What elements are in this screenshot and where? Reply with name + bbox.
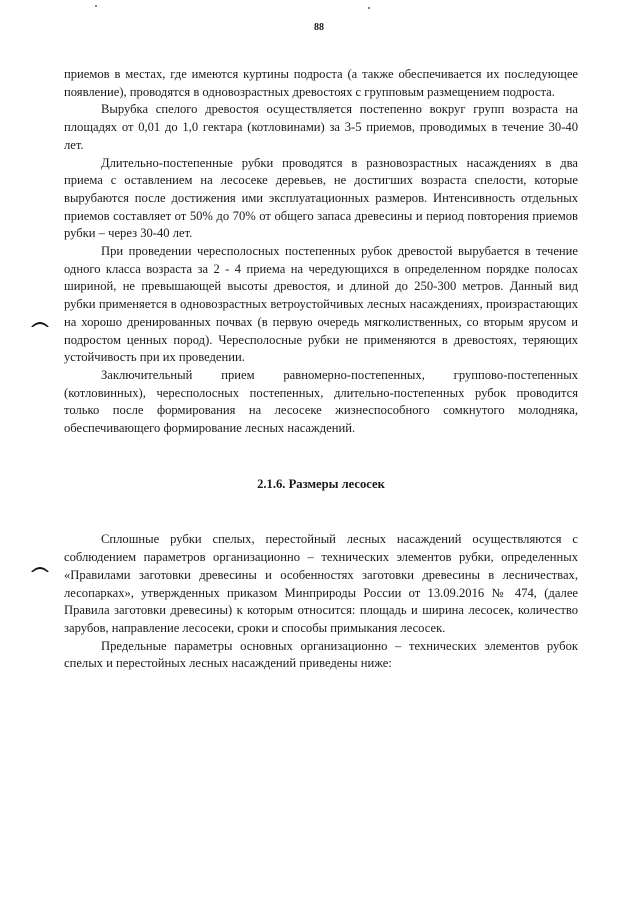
paragraph: Предельные параметры основных организационно – технических элементов рубок спелых и перестойных лесных насаждений приведены ниже: (64, 638, 578, 671)
paragraph: Вырубка спелого древостоя осуществляется постепенно вокруг групп возраста на площадях от 0,01 до 1,0 гектара (котловинами) за 3-5 приемов, проводимых в течение 30-40 лет. (64, 102, 578, 152)
paragraph: При проведении чересполосных постепенных рубок древостой вырубается в течение одного класса возраста за 2 - 4 приема на чередующихся в определенном порядке полосах шириной, не превышающей высоты древостоя, и длиной до 250-300 метров. Данный вид рубки применяется в одновозрастных ветроустойчивых лесных насаждениях, произрастающих на хорошо дренированных почвах (в первую очередь мягколиственных, со вторым ярусом и подростом ценных пород). Чересполосные рубки не применяются в древостоях, теряющих устойчивость при их проведении. (64, 244, 578, 365)
paragraph: Длительно-постепенные рубки проводятся в разновозрастных насаждениях в два приема с оставлением на лесосеке деревьев, не достигших возраста спелости, которые вырубаются после достижения ими эксплуатационных размеров. Интенсивность отдельных приемов составляет от 50% до 70% от общего запаса древесины и период повторения приемов рубки – через 30-40 лет. (64, 155, 578, 241)
scan-speck (95, 5, 97, 7)
page-number: 88 (314, 22, 324, 33)
binder-hole-mark (30, 563, 50, 573)
section-heading: 2.1.6. Размеры лесосек (257, 476, 385, 491)
document-body (64, 66, 578, 673)
paragraph: Заключительный прием равномерно-постепенных, группово-постепенных (котловинных), чересполосных постепенных, длительно-постепенных рубок проводится только после формирования на лесосеке жизнеспособного сомкнутого молодняка, обеспечивающего формирование лесных насаждений. (64, 367, 578, 436)
paragraph: Сплошные рубки спелых, перестойный лесных насаждений осуществляются с соблюдением параметров организационно – технических элементов рубки, определенных «Правилами заготовки древесины и особенностях заготовки древесины в лесничествах, лесопарках», утвержденных приказом Минприроды России от 13.09.2016 № 474, (далее Правила заготовки древесины) к которым относится: площадь и ширина лесосек, количество зарубов, направление лесосеки, сроки и способы примыкания лесосек. (64, 532, 578, 635)
binder-hole-mark (30, 318, 50, 328)
scan-speck (368, 7, 370, 9)
paragraph: приемов в местах, где имеются куртины подроста (а также обеспечивается их последующее появление), проводятся в одновозрастных древостоях с групповым размещением подроста. (64, 67, 578, 99)
